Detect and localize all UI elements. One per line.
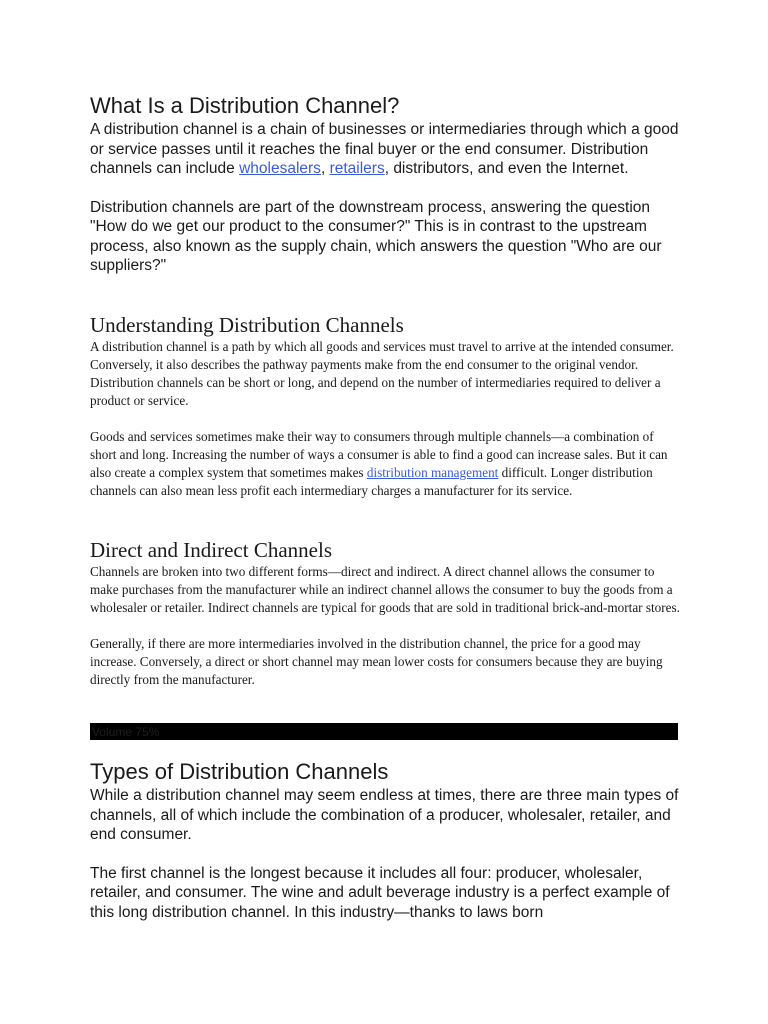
link-distribution-management[interactable]: distribution management bbox=[366, 465, 499, 480]
heading-what-is-distribution-channel: What Is a Distribution Channel? bbox=[90, 93, 400, 118]
paragraph-first-channel: The first channel is the longest because it includes all four: producer, wholesaler, retailer, and consumer. The wine and adult beverage industry is a perfect example of this long distribution channel. In this industry—thanks to laws born bbox=[90, 864, 670, 921]
text-fragment: A distribution channel is a chain of businesses or intermediaries through which a good or service passes until it reaches the final buyer or the end consumer. Distribution channels can include bbox=[90, 121, 679, 177]
text-fragment: difficult. Longer distribution channels can also mean less profit each intermediary charges a manufacturer for its service. bbox=[90, 465, 653, 498]
text-fragment: , bbox=[320, 160, 330, 177]
link-retailers[interactable]: retailers bbox=[329, 160, 385, 177]
paragraph-definition bbox=[90, 120, 680, 179]
video-player-bar[interactable] bbox=[90, 723, 678, 740]
text-fragment: , distributors, and even the Internet. bbox=[384, 160, 629, 177]
paragraph-price: Generally, if there are more intermediaries involved in the distribution channel, the price for a good may increase. Conversely, a direct or short channel may mean lower costs for consumers because they are buying directly from the manufacturer. bbox=[90, 636, 663, 687]
paragraph-downstream: Distribution channels are part of the downstream process, answering the question "How do we get our product to the consumer?" This is in contrast to the upstream process, also known as the supply chain, which answers the question "Who are our suppliers?" bbox=[90, 198, 662, 274]
paragraph-two-forms: Channels are broken into two different forms—direct and indirect. A direct channel allows the consumer to make purchases from the manufacturer while an indirect channel allows the consumer to buy the goods from a wholesaler or retailer. Indirect channels are typical for goods that are sold in traditional brick-and-mortar stores. bbox=[90, 564, 680, 615]
heading-types-of-distribution-channels: Types of Distribution Channels bbox=[90, 759, 389, 784]
link-wholesalers[interactable]: wholesalers bbox=[239, 160, 321, 177]
volume-label: Volume 75% bbox=[92, 725, 160, 739]
section-what-is bbox=[90, 92, 680, 276]
section-direct-indirect bbox=[90, 537, 680, 689]
paragraph-multiple-channels bbox=[90, 428, 680, 500]
section-understanding bbox=[90, 312, 680, 500]
text-fragment: Goods and services sometimes make their way to consumers through multiple channels—a combination of short and long. Increasing the number of ways a consumer is able to find a good can increase sales. But it can also create a complex system that sometimes makes bbox=[90, 429, 668, 480]
paragraph-path: A distribution channel is a path by which all goods and services must travel to arrive at the intended consumer. Conversely, it also describes the pathway payments make from the end consumer to the original vendor. Distribution channels can be short or long, and depend on the number of intermediaries required to deliver a product or service. bbox=[90, 339, 674, 408]
paragraph-three-types: While a distribution channel may seem endless at times, there are three main types of channels, all of which include the combination of a producer, wholesaler, retailer, and end consumer. bbox=[90, 787, 679, 843]
heading-direct-indirect-channels: Direct and Indirect Channels bbox=[90, 538, 332, 562]
section-types bbox=[90, 758, 680, 922]
heading-understanding-distribution-channels: Understanding Distribution Channels bbox=[90, 313, 404, 337]
